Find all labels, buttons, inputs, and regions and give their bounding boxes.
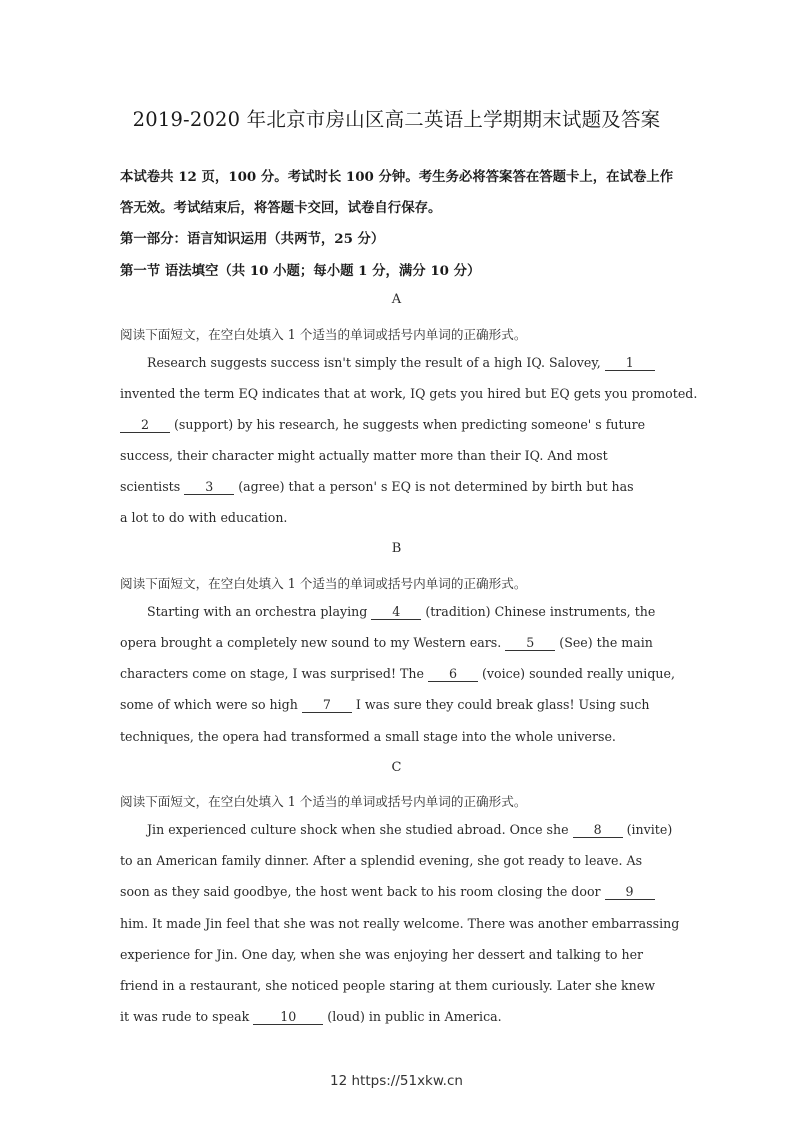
- blank-5: 5: [505, 636, 555, 651]
- passage-a-line-4: success, their character might actually matter more than their IQ. And most: [120, 448, 608, 463]
- text-run: (support) by his research, he suggests when predicting someone' s future: [174, 417, 646, 432]
- text-run: (loud) in public in America.: [327, 1009, 502, 1024]
- blank-3: 3: [184, 480, 234, 495]
- passage-c-line-7: [120, 1009, 675, 1025]
- blank-4: 4: [371, 605, 421, 620]
- blank-2: 2: [120, 418, 170, 433]
- passage-c-label: C: [391, 760, 402, 775]
- passage-a-line-2: invented the term EQ indicates that at work, IQ gets you hired but EQ gets you promoted.: [120, 386, 698, 401]
- part-heading: 第一部分：语言知识运用（共两节，25 分）: [120, 231, 385, 247]
- blank-9: 9: [605, 885, 655, 900]
- passage-b-line-3: [120, 666, 675, 682]
- passage-b-label: B: [391, 541, 402, 556]
- passage-a-line-6: a lot to do with education.: [120, 510, 288, 525]
- page-footer: 12 https://51xkw.cn: [330, 1073, 463, 1089]
- text-run: Jin experienced culture shock when she studied abroad. Once she: [147, 822, 569, 837]
- passage-b-line-5: techniques, the opera had transformed a small stage into the whole universe.: [120, 729, 616, 744]
- text-run: (See) the main: [559, 635, 653, 650]
- passage-a-label: A: [391, 292, 402, 307]
- passage-a-line-3: [120, 417, 675, 433]
- passage-b-line-4: [120, 697, 675, 713]
- passage-c-line-1: [120, 822, 675, 838]
- text-run: (tradition) Chinese instruments, the: [425, 604, 656, 619]
- intro-line-2: 答无效。考试结束后，将答题卡交回，试卷自行保存。: [120, 200, 442, 216]
- blank-8: 8: [573, 823, 623, 838]
- intro-line-1: 本试卷共 12 页，100 分。考试时长 100 分钟。考生务必将答案答在答题卡上，在试卷上作: [120, 169, 674, 185]
- passage-c-line-3: [120, 884, 675, 900]
- passage-b-line-1: [120, 604, 675, 620]
- blank-6: 6: [428, 667, 478, 682]
- passage-a-instruction: 阅读下面短文，在空白处填入 1 个适当的单词或括号内单词的正确形式。: [120, 327, 527, 342]
- passage-c-line-4: him. It made Jin feel that she was not really welcome. There was another embarrassing: [120, 916, 680, 931]
- text-run: it was rude to speak: [120, 1009, 250, 1024]
- section-heading: 第一节 语法填空（共 10 小题；每小题 1 分，满分 10 分）: [120, 263, 481, 279]
- passage-c-line-2: to an American family dinner. After a splendid evening, she got ready to leave. As: [120, 853, 643, 868]
- text-run: opera brought a completely new sound to my Western ears.: [120, 635, 502, 650]
- text-run: (agree) that a person' s EQ is not determined by birth but has: [238, 479, 634, 494]
- blank-10: 10: [253, 1010, 323, 1025]
- text-run: (invite): [626, 822, 673, 837]
- passage-a-line-1: [120, 355, 675, 371]
- blank-1: 1: [605, 356, 655, 371]
- text-run: some of which were so high: [120, 697, 298, 712]
- text-run: Research suggests success isn't simply the result of a high IQ. Salovey,: [147, 355, 601, 370]
- passage-c-line-5: experience for Jin. One day, when she was enjoying her dessert and talking to her: [120, 947, 644, 962]
- text-run: Starting with an orchestra playing: [147, 604, 368, 619]
- text-run: soon as they said goodbye, the host went back to his room closing the door: [120, 884, 601, 899]
- passage-b-instruction: 阅读下面短文，在空白处填入 1 个适当的单词或括号内单词的正确形式。: [120, 576, 527, 591]
- text-run: scientists: [120, 479, 181, 494]
- text-run: (voice) sounded really unique,: [482, 666, 675, 681]
- passage-a-line-5: [120, 479, 675, 495]
- passage-c-instruction: 阅读下面短文，在空白处填入 1 个适当的单词或括号内单词的正确形式。: [120, 794, 527, 809]
- text-run: characters come on stage, I was surprised! The: [120, 666, 424, 681]
- text-run: I was sure they could break glass! Using such: [355, 697, 650, 712]
- passage-c-line-6: friend in a restaurant, she noticed people staring at them curiously. Later she knew: [120, 978, 655, 993]
- passage-b-line-2: [120, 635, 675, 651]
- blank-7: 7: [302, 698, 352, 713]
- page-title: 2019-2020 年北京市房山区高二英语上学期期末试题及答案: [132, 108, 661, 131]
